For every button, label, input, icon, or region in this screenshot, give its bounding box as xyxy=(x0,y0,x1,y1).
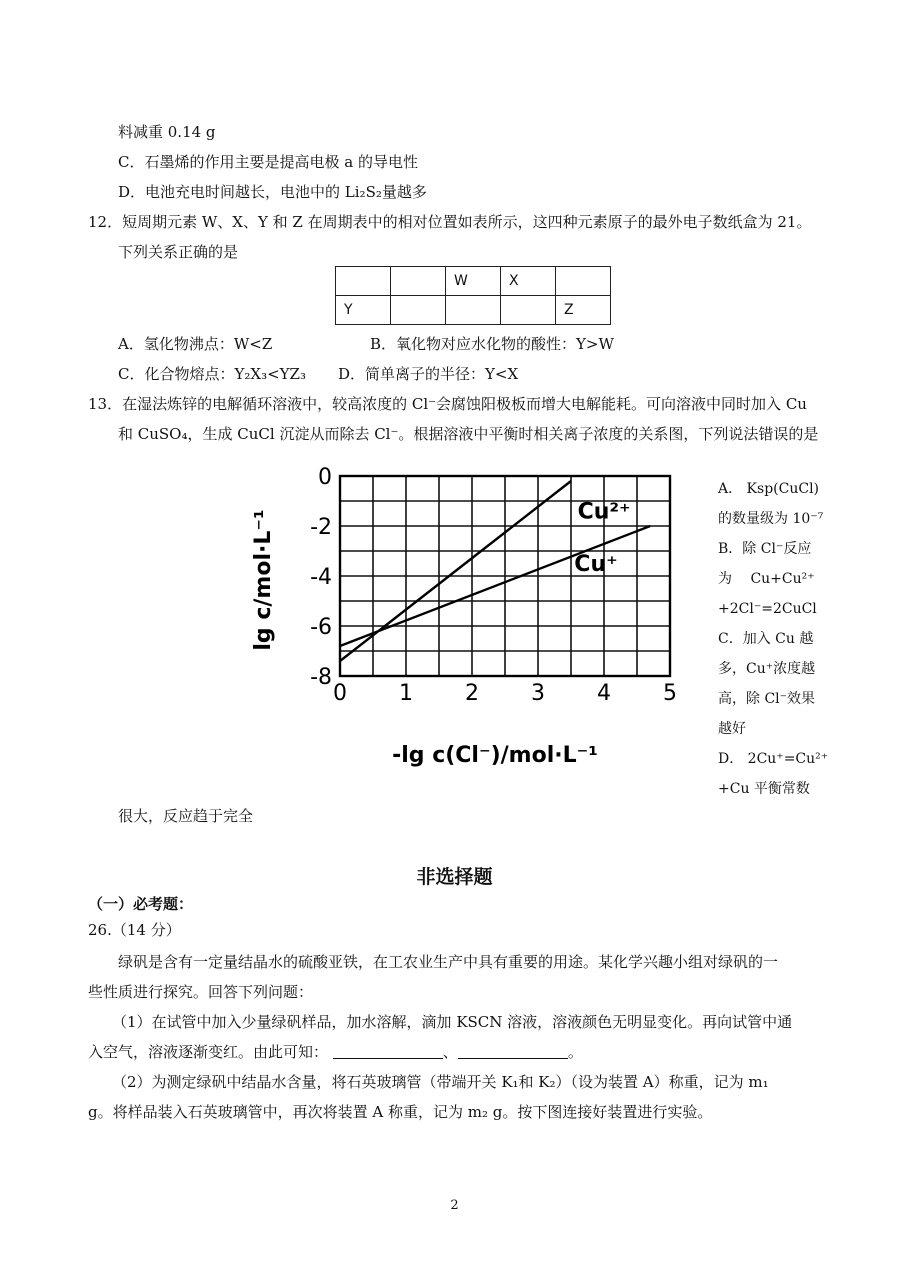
q11-option-d: D．电池充电时间越长，电池中的 Li₂S₂量越多 xyxy=(118,183,427,201)
q26-header: 26.（14 分） xyxy=(88,921,181,939)
table-row xyxy=(336,267,611,296)
x-tick-label: 4 xyxy=(597,681,611,706)
table-cell xyxy=(501,296,556,325)
q13-option-line: A． Ksp(CuCl) xyxy=(718,481,820,497)
q12-option-a: A．氢化物沸点：W<Z xyxy=(118,335,273,353)
q11-continuation: 料减重 0.14 g xyxy=(118,123,216,141)
q12-stem-line2: 下列关系正确的是 xyxy=(118,243,239,261)
section-title: 非选择题 xyxy=(416,866,493,888)
page-number: 2 xyxy=(450,1198,459,1213)
q26-part1-line1: （1）在试管中加入少量绿矾样品，加水溶解，滴加 KSCN 溶液，溶液颜色无明显变化。再向试管中通 xyxy=(112,1013,793,1031)
x-tick-label: 2 xyxy=(465,681,479,706)
q12-option-d: D．简单离子的半径：Y<X xyxy=(338,365,519,383)
q26-paragraph1-line1: 绿矾是含有一定量结晶水的硫酸亚铁，在工农业生产中具有重要的用途。某化学兴趣小组对绿矾的一 xyxy=(118,953,779,971)
q13-option-line: 高，除 Cl⁻效果 xyxy=(718,691,816,707)
q11-option-c: C．石墨烯的作用主要是提高电极 a 的导电性 xyxy=(118,153,418,171)
q13-stem-line2: 和 CuSO₄，生成 CuCl 沉淀从而除去 Cl⁻。根据溶液中平衡时相关离子浓度的关系图，下列说法错误的是 xyxy=(118,425,819,443)
q26-part2-line2: g。将样品装入石英玻璃管中，再次将装置 A 称重，记为 m₂ g。按下图连接好装置进行实验。 xyxy=(88,1103,713,1121)
q13-option-d-tail: 很大，反应趋于完全 xyxy=(118,807,254,825)
x-axis-label: -lg c(Cl⁻)/mol·L⁻¹ xyxy=(392,743,598,768)
x-tick-label: 1 xyxy=(399,681,413,706)
q26-part1-text: 入空气，溶液逐渐变红。由此可知： xyxy=(88,1043,329,1061)
q12-option-c: C．化合物熔点：Y₂X₃<YZ₃ xyxy=(118,365,306,383)
table-cell: Z xyxy=(556,296,611,325)
table-cell xyxy=(391,296,446,325)
q13-option-line: B．除 Cl⁻反应 xyxy=(718,541,812,557)
q13-stem-line1: 13．在湿法炼锌的电解循环溶液中，较高浓度的 Cl⁻会腐蚀阳极板而增大电解能耗。可向溶液中同时加入 Cu xyxy=(88,395,807,413)
answer-blank-1[interactable] xyxy=(333,1044,443,1059)
q13-option-line: 为 Cu+Cu²⁺ xyxy=(718,571,815,587)
q13-option-line: 越好 xyxy=(718,721,746,737)
series-label: Cu⁺ xyxy=(574,552,618,577)
x-tick-label: 5 xyxy=(663,681,677,706)
q13-option-line: 的数量级为 10⁻⁷ xyxy=(718,511,824,527)
y-tick-label: -2 xyxy=(310,515,332,540)
table-cell xyxy=(336,267,391,296)
q26-part2-line1: （2）为测定绿矾中结晶水含量，将石英玻璃管（带端开关 K₁和 K₂）（设为装置 A）称重，记为 m₁ xyxy=(112,1073,769,1091)
table-cell xyxy=(556,267,611,296)
q26-paragraph1-line2: 些性质进行探究。回答下列问题： xyxy=(88,983,314,1001)
y-tick-label: 0 xyxy=(318,465,332,490)
y-tick-label: -6 xyxy=(310,615,332,640)
table-cell: Y xyxy=(336,296,391,325)
table-cell xyxy=(391,267,446,296)
y-tick-label: -8 xyxy=(310,665,332,690)
table-cell xyxy=(446,296,501,325)
separator: 、 xyxy=(442,1043,458,1061)
q26-part1-line2 xyxy=(88,1042,583,1062)
table-cell: W xyxy=(446,267,501,296)
q13-option-line: +Cu 平衡常数 xyxy=(718,781,810,797)
answer-blank-2[interactable] xyxy=(458,1044,568,1059)
x-tick-label: 0 xyxy=(333,681,347,706)
x-tick-label: 3 xyxy=(531,681,545,706)
q13-option-line: D． 2Cu⁺=Cu²⁺ xyxy=(718,751,829,767)
table-cell: X xyxy=(501,267,556,296)
q13-option-line: C．加入 Cu 越 xyxy=(718,631,814,647)
q13-option-line: +2Cl⁻=2CuCl xyxy=(718,601,817,617)
q12-option-b: B．氧化物对应水化物的酸性：Y>W xyxy=(370,335,614,353)
y-tick-label: -4 xyxy=(310,565,332,590)
section-subtitle: （一）必考题： xyxy=(88,895,194,913)
concentration-chart xyxy=(228,456,716,802)
y-axis-label: lg c/mol·L⁻¹ xyxy=(251,509,276,651)
q13-option-line: 多，Cu⁺浓度越 xyxy=(718,661,816,677)
period: 。 xyxy=(567,1043,583,1061)
table-row xyxy=(336,296,611,325)
q12-stem-line1: 12．短周期元素 W、X、Y 和 Z 在周期表中的相对位置如表所示，这四种元素原子的最外电子数纸盒为 21。 xyxy=(88,213,812,231)
periodic-table-fragment xyxy=(335,266,611,325)
series-label: Cu²⁺ xyxy=(577,499,631,525)
